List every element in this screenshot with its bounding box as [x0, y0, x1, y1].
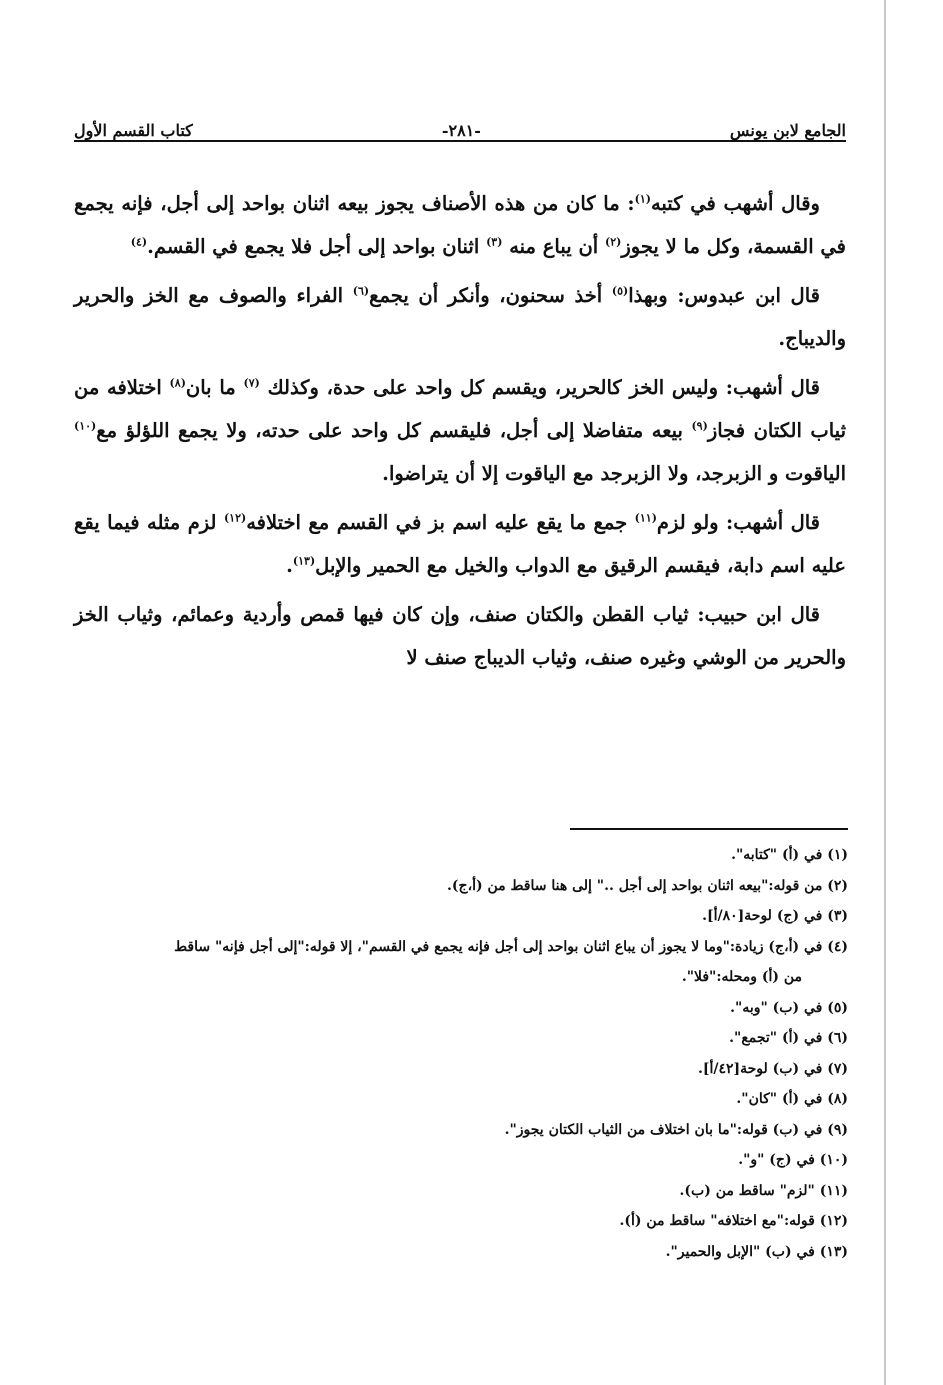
paragraph-text: ما بان — [185, 376, 244, 399]
footnote-marker: (١٠) — [74, 419, 97, 433]
paragraph-text: اثنان بواحد إلى أجل فلا يجمع في القسم. — [147, 235, 487, 258]
footnote: (١١) "لزم" ساقط من (ب). — [679, 1182, 848, 1199]
paragraph-text: بيعه متفاضلا إلى أجل، فليقسم كل واحد على حدته، ولا يجمع اللؤلؤ مع — [96, 419, 692, 442]
paragraph-text: قال ابن عبدوس: وبهذا — [628, 284, 820, 307]
section-title: كتاب القسم الأول — [74, 121, 193, 140]
running-header — [74, 110, 846, 142]
paragraph-text: قال أشهب: وليس الخز كالحرير، ويقسم كل واحد على حدة، وكذلك — [259, 376, 821, 399]
body-text — [74, 182, 846, 679]
footnote: (٣) في (ج) لوحة[٨٠/أ]. — [702, 908, 848, 924]
paragraph-text: أن يباع منه — [502, 235, 605, 258]
book-title: الجامع لابن يونس — [729, 121, 846, 140]
footnote-marker: (٥) — [611, 284, 629, 298]
footnote-marker: (١) — [634, 192, 651, 206]
body-paragraph — [74, 182, 846, 268]
footnote-marker: (١٣) — [292, 554, 316, 568]
footnote: (٤) في (أ،ج) زيادة:"وما لا يجوز أن يباع اثنان بواحد إلى أجل فإنه يجمع في القسم"، إلا قوله:"إلى أجل فإنه" ساقط — [174, 938, 848, 955]
footnote-marker: (٣) — [486, 235, 503, 249]
body-paragraph — [74, 366, 846, 495]
page — [74, 110, 846, 685]
footnote: (١٠) في (ج) "و". — [738, 1152, 848, 1168]
page-number: -٢٨١- — [441, 121, 481, 140]
footnote: (١٣) في (ب) "الإبل والحمير". — [665, 1243, 848, 1260]
footnote: (٦) في (أ) "تجمع". — [729, 1030, 848, 1046]
paragraph-text: . — [286, 554, 293, 577]
footnote: (٥) في (ب) "وبه". — [730, 999, 848, 1016]
paragraph-text: : ما كان من هذه الأصناف يجوز بيعه اثنان بواحد إلى أجل، فإنه يجمع في القسمة، وكل ما لا يجوز — [74, 192, 846, 258]
paragraph-text: أخذ سحنون، وأنكر أن يجمع — [369, 284, 612, 307]
footnote: (١٢) قوله:"مع اختلافه" ساقط من (أ). — [619, 1213, 848, 1229]
footnote-marker: (٨) — [169, 376, 186, 390]
body-paragraph — [74, 274, 846, 360]
page-edge-line — [884, 0, 886, 1385]
footnote: (٧) في (ب) لوحة[٤٢/أ]. — [697, 1060, 848, 1077]
footnote-continuation: من (أ) ومحله:"فلا". — [681, 969, 802, 985]
footnote-marker: (٤) — [130, 235, 148, 249]
footnotes — [74, 840, 848, 1267]
paragraph-text: الياقوت و الزبرجد، ولا الزبرجد مع الياقوت إلا أن يتراضوا. — [382, 462, 846, 485]
footnote: (١) في (أ) "كتابه". — [731, 847, 848, 863]
footnote-marker: (٦) — [352, 284, 370, 298]
footnote-marker: (٩) — [691, 419, 708, 433]
footnote-separator — [570, 828, 848, 830]
footnote-marker: (١١) — [634, 511, 657, 525]
footnote: (٨) في (أ) "كان". — [736, 1091, 848, 1107]
footnote-marker: (١٢) — [223, 511, 247, 525]
paragraph-text: جمع ما يقع عليه اسم بز في القسم مع اختلافه — [246, 511, 635, 534]
footnote: (٢) من قوله:"بيعه اثنان بواحد إلى أجل .." إلى هنا ساقط من (أ،ج). — [447, 877, 848, 894]
body-paragraph — [74, 501, 846, 587]
paragraph-text: اختلافه من ثياب الكتان فجاز — [74, 376, 846, 442]
paragraph-text: الفراء والصوف مع الخز والحرير والديباج. — [74, 284, 846, 350]
paragraph-text: قال ابن حبيب: ثياب القطن والكتان صنف، وإن كان فيها قمص وأردية وعمائم، وثياب الخز والحرير من الوشي وغيره صنف، وثياب الديباج صنف لا — [74, 603, 846, 669]
footnote-marker: (٢) — [605, 235, 622, 249]
body-paragraph — [74, 593, 846, 679]
footnote-marker: (٧) — [243, 376, 260, 390]
footnote: (٩) في (ب) قوله:"ما بان اختلاف من الثياب الكتان يجوز". — [504, 1121, 848, 1138]
paragraph-text: وقال أشهب في كتبه — [650, 192, 820, 215]
paragraph-text: قال أشهب: ولو لزم — [656, 511, 820, 534]
paragraph-text: لزم مثله فيما يقع عليه اسم دابة، فيقسم الرقيق مع الدواب والخيل مع الحمير والإبل — [74, 511, 846, 577]
